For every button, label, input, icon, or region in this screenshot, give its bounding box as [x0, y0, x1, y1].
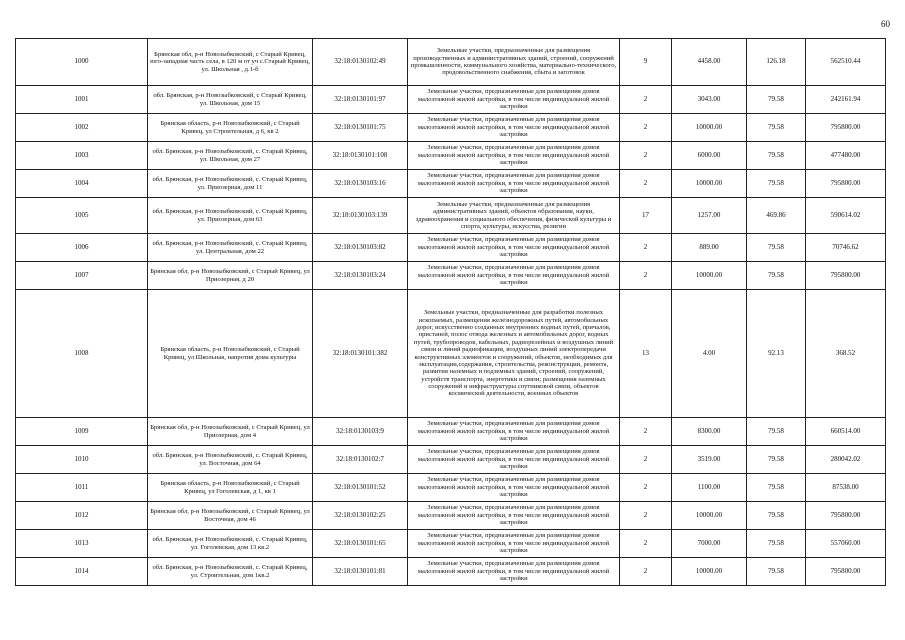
- row-address: обл. Брянская, р-н Новозыбковский, с. Старый Кривец, ул. Строительная, дом 1кв.2: [148, 558, 313, 586]
- row-area: 10000.00: [672, 502, 747, 530]
- row-area: 1100.00: [672, 474, 747, 502]
- row-value: 368.52: [806, 290, 886, 418]
- row-cadastral: 32:18:0130103:24: [313, 262, 408, 290]
- row-code: 2: [620, 170, 672, 198]
- row-cadastral: 32:18:0130101:97: [313, 86, 408, 114]
- row-purpose: Земельные участки, предназначенные для размещения домов малоэтажной жилой застройки, в том числе индивидуальной жилой застройки: [408, 170, 620, 198]
- row-value: 590614.02: [806, 198, 886, 234]
- row-purpose: Земельные участки, предназначенные для размещения домов малоэтажной жилой застройки, в том числе индивидуальной жилой застройки: [408, 474, 620, 502]
- row-value: 795800.00: [806, 262, 886, 290]
- row-code: 2: [620, 474, 672, 502]
- row-id: 1013: [16, 530, 148, 558]
- row-code: 2: [620, 502, 672, 530]
- table-row: [16, 234, 886, 262]
- row-address: обл. Брянская, р-н Новозыбковский, с. Старый Кривец, ул. Приозерная, дом 63: [148, 198, 313, 234]
- row-address: Брянская обл, р-н Новозыбковский, с Старый Кривец, юго-западная часть села, в 120 м от уч с.Старый Кривец, ул. Школьная , д.1-б: [148, 39, 313, 86]
- row-purpose: Земельные участки, предназначенные для размещения домов малоэтажной жилой застройки, в том числе индивидуальной жилой застройки: [408, 502, 620, 530]
- row-rate: 126.18: [747, 39, 806, 86]
- row-value: 70746.62: [806, 234, 886, 262]
- row-value: 795800.00: [806, 558, 886, 586]
- row-purpose: Земельные участки, предназначенные для размещения домов малоэтажной жилой застройки, в том числе индивидуальной жилой застройки: [408, 114, 620, 142]
- row-value: 795800.00: [806, 114, 886, 142]
- row-cadastral: 32:18:0130101:52: [313, 474, 408, 502]
- row-code: 2: [620, 558, 672, 586]
- row-value: 795800.00: [806, 170, 886, 198]
- table-row: [16, 262, 886, 290]
- row-value: 557060.00: [806, 530, 886, 558]
- land-registry-table: [15, 38, 886, 586]
- table-row: [16, 558, 886, 586]
- table-row: [16, 446, 886, 474]
- row-rate: 79.58: [747, 114, 806, 142]
- table-row: [16, 39, 886, 86]
- row-rate: 79.58: [747, 474, 806, 502]
- row-code: 13: [620, 290, 672, 418]
- row-id: 1012: [16, 502, 148, 530]
- row-purpose: Земельные участки, предназначенные для размещения домов малоэтажной жилой застройки, в том числе индивидуальной жилой застройки: [408, 530, 620, 558]
- table-row: [16, 418, 886, 446]
- row-code: 2: [620, 114, 672, 142]
- row-value: 87538.00: [806, 474, 886, 502]
- row-area: 10000.00: [672, 558, 747, 586]
- row-area: 889.00: [672, 234, 747, 262]
- row-value: 280042.02: [806, 446, 886, 474]
- table-row: [16, 474, 886, 502]
- row-code: 2: [620, 142, 672, 170]
- row-area: 8300.00: [672, 418, 747, 446]
- row-code: 17: [620, 198, 672, 234]
- row-id: 1000: [16, 39, 148, 86]
- row-address: Брянская область, р-н Новозыбковский, с Старый Кривец, ул Строительная, д 6, кв 2: [148, 114, 313, 142]
- table-row: [16, 502, 886, 530]
- row-purpose: Земельные участки, предназначенные для размещения административных зданий, объектов образования, науки, здравоохранения и социального обеспечения, физической культуры и спорта, культуры, искусства, религии: [408, 198, 620, 234]
- table-row: [16, 290, 886, 418]
- row-code: 2: [620, 262, 672, 290]
- row-cadastral: 32:18:0130102:49: [313, 39, 408, 86]
- row-code: 2: [620, 234, 672, 262]
- row-area: 1257.00: [672, 198, 747, 234]
- row-value: 477480.00: [806, 142, 886, 170]
- row-rate: 79.58: [747, 530, 806, 558]
- row-rate: 79.58: [747, 418, 806, 446]
- row-purpose: Земельные участки, предназначенные для размещения производственных и административных зданий, строений, сооружений промышленности, коммунального хозяйства, материально-технического, продовольственного снабжения, сбыта и заготовок: [408, 39, 620, 86]
- row-purpose: Земельные участки, предназначенные для размещения домов малоэтажной жилой застройки, в том числе индивидуальной жилой застройки: [408, 86, 620, 114]
- row-value: 660514.00: [806, 418, 886, 446]
- row-rate: 79.58: [747, 446, 806, 474]
- row-area: 10000.00: [672, 262, 747, 290]
- table-row: [16, 530, 886, 558]
- row-id: 1003: [16, 142, 148, 170]
- row-cadastral: 32:18:0130103:82: [313, 234, 408, 262]
- row-cadastral: 32:18:0130102:7: [313, 446, 408, 474]
- table-row: [16, 170, 886, 198]
- page-number: 60: [881, 19, 890, 29]
- row-cadastral: 32:18:0130101:108: [313, 142, 408, 170]
- row-address: обл. Брянская, р-н Новозыбковский, с. Старый Кривец, ул. Школьная, дом 27: [148, 142, 313, 170]
- row-rate: 79.58: [747, 86, 806, 114]
- row-rate: 79.58: [747, 234, 806, 262]
- row-address: Брянская область, р-н Новозыбковский, с Старый Кривец, ул Гоголевская, д 1, кв 1: [148, 474, 313, 502]
- table-row: [16, 142, 886, 170]
- row-id: 1014: [16, 558, 148, 586]
- row-address: обл. Брянская, р-н Новозыбковский, с. Старый Кривец, ул. Центральная, дом 22: [148, 234, 313, 262]
- row-id: 1001: [16, 86, 148, 114]
- row-area: 4.00: [672, 290, 747, 418]
- row-area: 6000.00: [672, 142, 747, 170]
- row-id: 1009: [16, 418, 148, 446]
- row-id: 1007: [16, 262, 148, 290]
- row-cadastral: 32:18:0130103:9: [313, 418, 408, 446]
- row-address: обл. Брянская, р-н Новозыбковский, с. Старый Кривец, ул. Приозерная, дом 11: [148, 170, 313, 198]
- row-purpose: Земельные участки, предназначенные для размещения домов малоэтажной жилой застройки, в том числе индивидуальной жилой застройки: [408, 446, 620, 474]
- row-purpose: Земельные участки, предназначенные для размещения домов малоэтажной жилой застройки, в том числе индивидуальной жилой застройки: [408, 234, 620, 262]
- row-rate: 79.58: [747, 502, 806, 530]
- row-cadastral: 32:18:0130101:81: [313, 558, 408, 586]
- row-purpose: Земельные участки, предназначенные для разработки полезных ископаемых, размещения железнодорожных путей, автомобильных дорог, искусственно созданных внутренних водных путей, причалов, пристаней, полос отвода железных и автомобильных дорог, водных путей, трубопроводов, кабельных, радиорелейных и воздушных линий связи и линий радиофикации, воздушных линий электропередачи конструктивных элементов и сооружений, объектов, необходимых для эксплуатации,содержания, строительства, реконструкции, ремонта, развития наземных и подземных зданий, строений, сооружений, устройств транспорта, энергетики и связи; размещения наземных сооружений и инфраструктуры спутниковой связи, объектов космической деятельности, военных объектов: [408, 290, 620, 418]
- row-purpose: Земельные участки, предназначенные для размещения домов малоэтажной жилой застройки, в том числе индивидуальной жилой застройки: [408, 262, 620, 290]
- row-purpose: Земельные участки, предназначенные для размещения домов малоэтажной жилой застройки, в том числе индивидуальной жилой застройки: [408, 142, 620, 170]
- row-code: 9: [620, 39, 672, 86]
- row-rate: 79.58: [747, 262, 806, 290]
- row-cadastral: 32:18:0130101:75: [313, 114, 408, 142]
- row-cadastral: 32:18:0130101:65: [313, 530, 408, 558]
- row-id: 1002: [16, 114, 148, 142]
- row-value: 242161.94: [806, 86, 886, 114]
- row-value: 562510.44: [806, 39, 886, 86]
- row-address: обл. Брянская, р-н Новозыбковский, с. Старый Кривец, ул. Гоголевская, дом 13 кв.2: [148, 530, 313, 558]
- row-code: 2: [620, 446, 672, 474]
- row-area: 7000.00: [672, 530, 747, 558]
- row-code: 2: [620, 530, 672, 558]
- row-area: 4458.00: [672, 39, 747, 86]
- row-address: обл. Брянская, р-н Новозыбковский, с Старый Кривец, ул. Школьная, дом 15: [148, 86, 313, 114]
- row-rate: 92.13: [747, 290, 806, 418]
- row-cadastral: 32:18:0130103:139: [313, 198, 408, 234]
- row-rate: 469.86: [747, 198, 806, 234]
- row-purpose: Земельные участки, предназначенные для размещения домов малоэтажной жилой застройки, в том числе индивидуальной жилой застройки: [408, 558, 620, 586]
- row-area: 10000.00: [672, 170, 747, 198]
- table-row: [16, 198, 886, 234]
- row-cadastral: 32:18:0130103:16: [313, 170, 408, 198]
- row-area: 10000.00: [672, 114, 747, 142]
- row-address: Брянская обл, р-н Новозыбковский, с Старый Кривец, ул Приозерная, дом 4: [148, 418, 313, 446]
- table-row: [16, 86, 886, 114]
- row-rate: 79.58: [747, 170, 806, 198]
- row-id: 1005: [16, 198, 148, 234]
- row-id: 1004: [16, 170, 148, 198]
- row-address: Брянская область, р-н Новозыбковский, с Старый Кривец, ул Школьная, напротив дома культуры: [148, 290, 313, 418]
- row-code: 2: [620, 418, 672, 446]
- row-rate: 79.58: [747, 558, 806, 586]
- row-purpose: Земельные участки, предназначенные для размещения домов малоэтажной жилой застройки, в том числе индивидуальной жилой застройки: [408, 418, 620, 446]
- row-address: Брянская обл, р-н Новозыбковский, с Старый Кривец, ул Восточная, дом 46: [148, 502, 313, 530]
- row-area: 3519.00: [672, 446, 747, 474]
- row-rate: 79.58: [747, 142, 806, 170]
- row-id: 1006: [16, 234, 148, 262]
- row-id: 1008: [16, 290, 148, 418]
- row-cadastral: 32:18:0130101:382: [313, 290, 408, 418]
- row-id: 1011: [16, 474, 148, 502]
- row-cadastral: 32:18:0130102:25: [313, 502, 408, 530]
- row-address: Брянская обл, р-н Новозыбковский, с Старый Кривец, ул Приозерная, д 20: [148, 262, 313, 290]
- row-value: 795800.00: [806, 502, 886, 530]
- table-row: [16, 114, 886, 142]
- row-address: обл. Брянская, р-н Новозыбковский, с. Старый Кривец, ул. Восточная, дом 64: [148, 446, 313, 474]
- row-area: 3043.00: [672, 86, 747, 114]
- row-code: 2: [620, 86, 672, 114]
- row-id: 1010: [16, 446, 148, 474]
